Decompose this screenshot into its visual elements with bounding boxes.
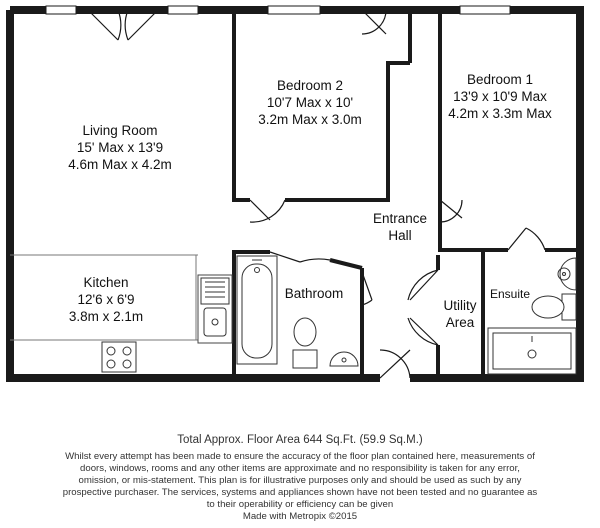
metropix-credit: Made with Metropix ©2015 — [242, 511, 358, 522]
toilet-icon — [293, 318, 317, 368]
bath-icon — [237, 256, 277, 364]
interior-walls — [232, 10, 578, 378]
bedroom1-name: Bedroom 1 — [466, 72, 534, 87]
ensuite-basin-icon — [558, 258, 576, 290]
footer — [0, 434, 600, 523]
living-room-metric: 4.6m Max x 4.2m — [68, 157, 172, 172]
shower-icon — [488, 328, 576, 374]
living-room-imperial: 15' Max x 13'9 — [76, 140, 164, 155]
ensuite-toilet-icon — [532, 294, 576, 320]
bedroom2-name: Bedroom 2 — [276, 78, 344, 93]
ensuite-name: Ensuite — [489, 287, 531, 301]
utility-line2: Area — [445, 315, 475, 330]
bathroom-name: Bathroom — [284, 286, 344, 301]
hob-icon — [102, 342, 136, 372]
kitchen-metric: 3.8m x 2.1m — [68, 309, 144, 324]
bedroom1-imperial: 13'9 x 10'9 Max — [453, 89, 547, 104]
kitchen-name: Kitchen — [83, 275, 129, 290]
bedroom2-imperial: 10'7 Max x 10' — [266, 95, 354, 110]
total-floor-area: Total Approx. Floor Area 644 Sq.Ft. (59.9 Sq.M.) — [177, 434, 423, 446]
disclaimer-text: Whilst every attempt has been made to ensure the accuracy of the floor plan contained here, measurements of doors, windows, rooms and any other items are approximate and no responsibility is taken for any error, omission, or mis-statement. This plan is for illustrative purposes only and should be used as such by any prospective purchaser. The services, systems and appliances shown have not been tested and no guarantee as to their operability or efficiency can be given — [62, 451, 538, 510]
living-room-name: Living Room — [82, 123, 158, 138]
entrance-hall-line1: Entrance — [372, 211, 428, 226]
bedroom1-metric: 4.2m x 3.3m Max — [448, 106, 552, 121]
kitchen-imperial: 12'6 x 6'9 — [77, 292, 135, 307]
entrance-hall-line2: Hall — [388, 228, 412, 243]
basin-icon — [330, 352, 358, 366]
utility-line1: Utility — [443, 298, 477, 313]
bedroom2-metric: 3.2m Max x 3.0m — [258, 112, 362, 127]
door-swings — [88, 10, 545, 378]
